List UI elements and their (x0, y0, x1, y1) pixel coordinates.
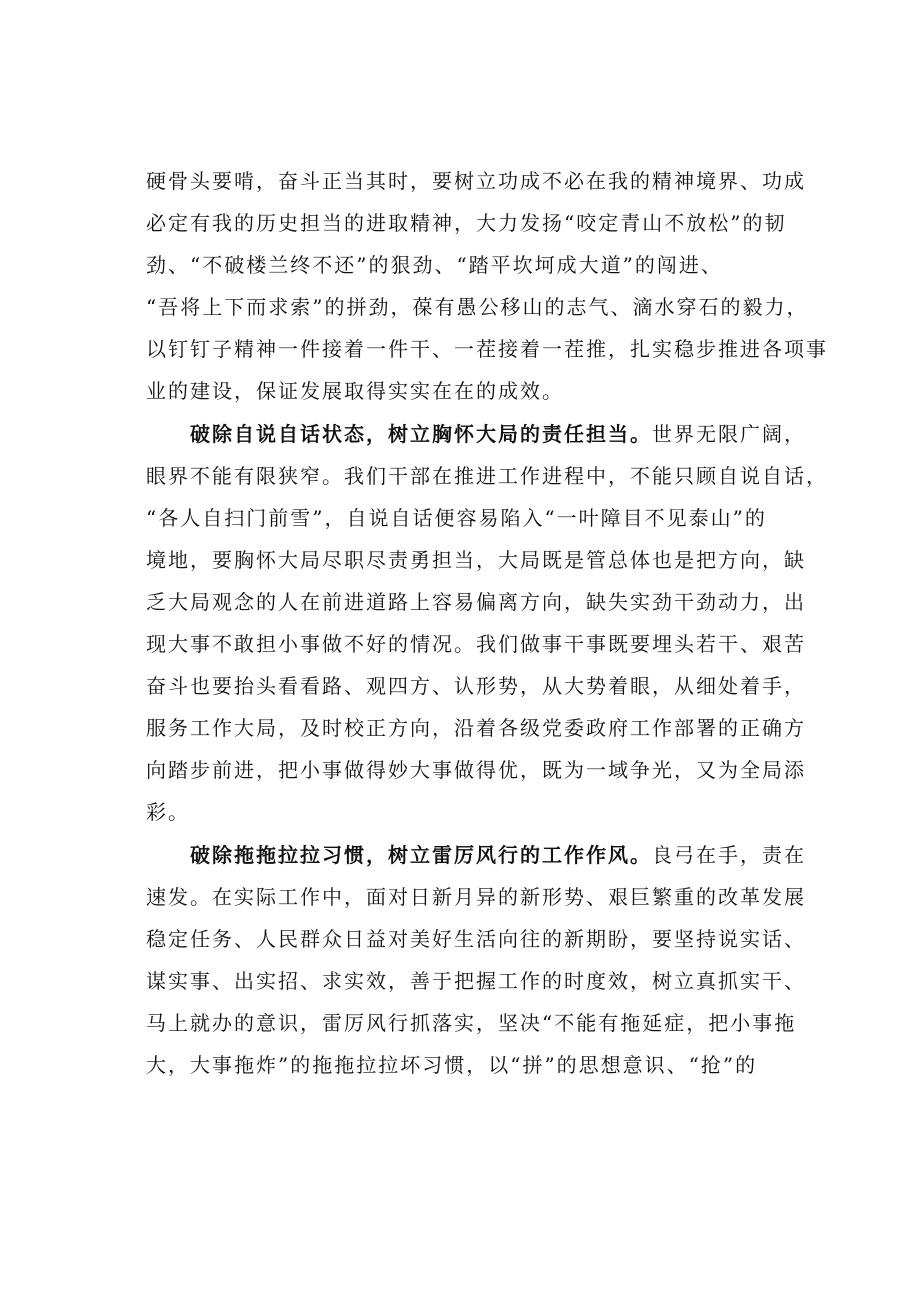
paragraph-line: 乏大局观念的人在前进道路上容易偏离方向，缺失实劲干劲动力，出 (146, 589, 806, 614)
paragraph-line: 大，大事拖炸”的拖拖拉拉坏习惯，以“拼”的思想意识、“抢”的 (146, 1052, 758, 1077)
body-text (146, 160, 828, 1086)
paragraph-line: 现大事不敢担小事做不好的情况。我们做事干事既要埋头若干、艰苦 (146, 632, 806, 657)
paragraph-line: 以钉钉子精神一件接着一件干、一茬接着一茬推，扎实稳步推进各项事 (146, 337, 828, 362)
paragraph-line: “各人自扫门前雪”，自说自话便容易陷入“一叶障目不见泰山”的 (146, 505, 767, 530)
paragraph-line: 眼界不能有限狭窄。我们干部在推进工作进程中，不能只顾自说自话， (146, 463, 828, 488)
paragraph-line: 向踏步前进，把小事做得妙大事做得优，既为一域争光，又为全局添 (146, 758, 806, 783)
paragraph-2 (146, 413, 828, 834)
paragraph-line: 硬骨头要啃，奋斗正当其时，要树立功成不必在我的精神境界、功成 (146, 169, 806, 193)
paragraph-3 (146, 834, 806, 1087)
paragraph-heading: 破除自说自话状态，树立胸怀大局的责任担当。 (190, 421, 652, 446)
paragraph-first-line-text: 良弓在手，责在 (652, 842, 806, 867)
paragraph-line: 奋斗也要抬头看看路、观四方、认形势，从大势着眼，从细处着手， (146, 674, 806, 699)
paragraph-line: 劲、“不破楼兰终不还”的狠劲、“踏平坎坷成大道”的闯进、 (146, 253, 723, 278)
paragraph-line: 彩。 (146, 800, 190, 825)
paragraph-line: 稳定任务、人民群众日益对美好生活向往的新期盼，要坚持说实话、 (146, 926, 806, 951)
paragraph-line: 必定有我的历史担当的进取精神，大力发扬“咬定青山不放松”的韧 (146, 211, 787, 236)
paragraph-first-line-text: 世界无限广阔， (652, 421, 806, 446)
paragraph-1 (146, 160, 828, 413)
paragraph-line: 境地，要胸怀大局尽职尽责勇担当，大局既是管总体也是把方向，缺 (146, 547, 806, 572)
paragraph-line: “吾将上下而求索”的拼劲，葆有愚公移山的志气、滴水穿石的毅力， (146, 295, 809, 320)
paragraph-first-line (146, 834, 806, 876)
paragraph-first-line (146, 413, 806, 455)
paragraph-line: 谋实事、出实招、求实效，善于把握工作的时度效，树立真抓实干、 (146, 968, 806, 993)
paragraph-line: 服务工作大局，及时校正方向，沿着各级党委政府工作部署的正确方 (146, 716, 806, 741)
paragraph-heading: 破除拖拖拉拉习惯，树立雷厉风行的工作作风。 (190, 842, 652, 867)
paragraph-line: 业的建设，保证发展取得实实在在的成效。 (146, 379, 564, 404)
paragraph-line: 马上就办的意识，雷厉风行抓落实，坚决“不能有拖延症，把小事拖 (146, 1010, 797, 1035)
paragraph-line: 速发。在实际工作中，面对日新月异的新形势、艰巨繁重的改革发展 (146, 884, 806, 909)
